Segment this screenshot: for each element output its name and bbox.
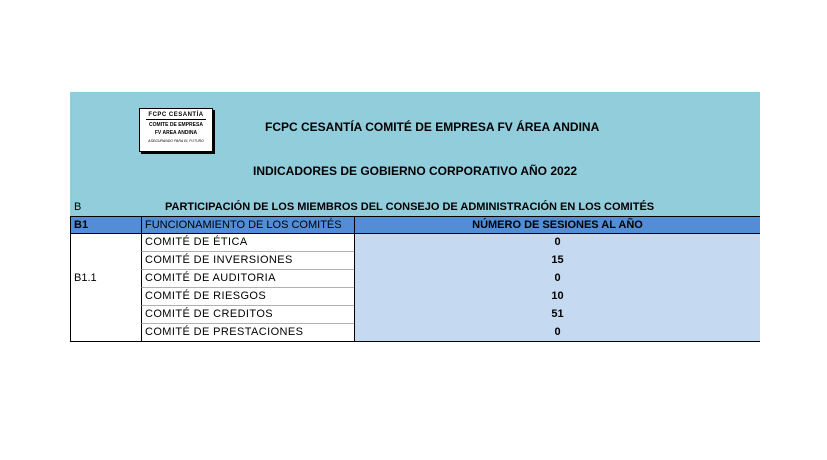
- code-cell: [70, 288, 141, 306]
- header-name-cell: FUNCIONAMIENTO DE LOS COMITÉS: [141, 216, 354, 234]
- sessions-value-cell: 10: [354, 288, 760, 306]
- table-row: [70, 234, 760, 252]
- sessions-value-cell: 0: [354, 324, 760, 342]
- sessions-value-cell: 51: [354, 306, 760, 324]
- code-cell: [70, 306, 141, 324]
- group-code-cell: B1.1: [70, 270, 141, 288]
- header-code-cell: B1: [70, 216, 141, 234]
- table-row: [70, 288, 760, 306]
- company-title: FCPC CESANTÍA COMITÉ DE EMPRESA FV ÁREA ANDINA: [265, 120, 600, 134]
- logo-line-4: ASEGURANDO PARA EL FUTURO: [148, 139, 204, 143]
- committee-name-cell: COMITÉ DE ÉTICA: [141, 234, 354, 252]
- committee-name-cell: COMITÉ DE AUDITORIA: [141, 270, 354, 288]
- committee-name-cell: COMITÉ DE PRESTACIONES: [141, 324, 354, 342]
- header-value-cell: NÚMERO DE SESIONES AL AÑO: [354, 216, 760, 234]
- sessions-value-cell: 0: [354, 270, 760, 288]
- section-title: PARTICIPACIÓN DE LOS MIEMBROS DEL CONSEJO DE ADMINISTRACIÓN EN LOS COMITÉS: [165, 201, 655, 213]
- sessions-value-cell: 0: [354, 234, 760, 252]
- table-row: [70, 306, 760, 324]
- sessions-value-cell: 15: [354, 252, 760, 270]
- committee-name-cell: COMITÉ DE RIESGOS: [141, 288, 354, 306]
- table-row: [70, 270, 760, 288]
- logo-line-3: FV AREA ANDINA: [154, 130, 198, 136]
- logo-line-2: COMITE DE EMPRESA: [149, 122, 203, 128]
- committee-name-cell: COMITÉ DE INVERSIONES: [141, 252, 354, 270]
- code-cell: [70, 234, 141, 252]
- table-header-row: [70, 216, 760, 234]
- committee-name-cell: COMITÉ DE CREDITOS: [141, 306, 354, 324]
- spreadsheet-report: [70, 92, 760, 342]
- section-code: B: [74, 201, 82, 213]
- table-row: [70, 324, 760, 342]
- company-logo: [139, 108, 213, 152]
- report-title: INDICADORES DE GOBIERNO CORPORATIVO AÑO 2022: [253, 164, 578, 178]
- report-header: [70, 92, 760, 216]
- table-row: [70, 252, 760, 270]
- code-cell: [70, 252, 141, 270]
- code-cell: [70, 324, 141, 342]
- logo-line-1: FCPC CESANTÍA: [146, 112, 206, 120]
